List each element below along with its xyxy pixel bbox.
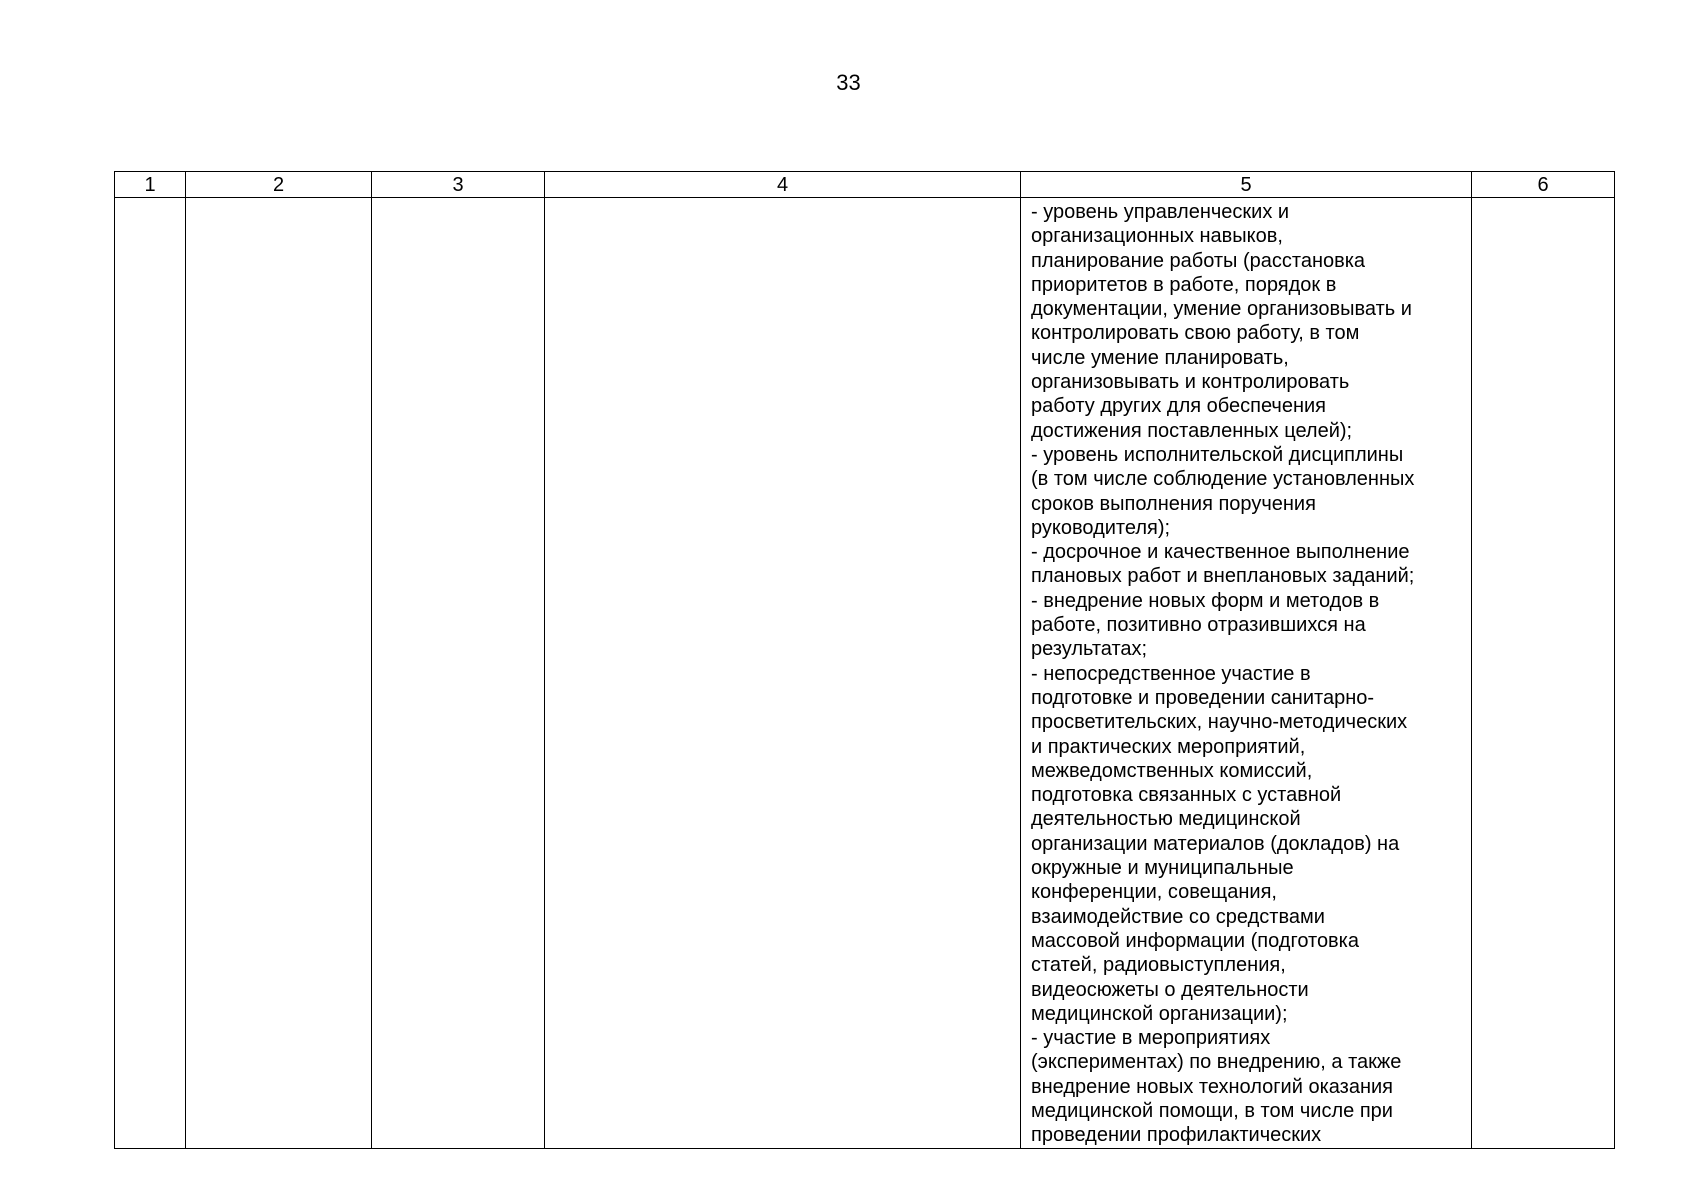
- cell-col-3: [372, 198, 545, 1149]
- criteria-table: [114, 171, 1615, 1149]
- page-number: 33: [836, 70, 861, 95]
- column-header-4: 4: [545, 172, 1021, 198]
- cell-col-2: [186, 198, 372, 1149]
- cell-col-6: [1472, 198, 1615, 1149]
- header-row: [115, 172, 1615, 198]
- cell-col-1: [115, 198, 186, 1149]
- column-header-3: 3: [372, 172, 545, 198]
- column-header-5: 5: [1021, 172, 1472, 198]
- criteria-text-cell: - уровень управленческих и организационных навыков, планирование работы (расстановка приоритетов в работе, порядок в документации, умение организовывать и контролировать свою работу, в том числе умение планировать, организовывать и контролировать работу других для обеспечения достижения поставленных целей); - уровень исполнительской дисциплины (в том числе соблюдение установленных сроков выполнения поручения руководителя); - досрочное и качественное выполнение плановых работ и внеплановых заданий; - внедрение новых форм и методов в работе, позитивно отразившихся на результатах; - непосредственное участие в подготовке и проведении санитарно- просветительских, научно-методических и практических мероприятий, межведомственных комиссий, подготовка связанных с уставной деятельностью медицинской организации материалов (докладов) на окружные и муниципальные конференции, совещания, взаимодействие со средствами массовой информации (подготовка статей, радиовыступления, видеосюжеты о деятельности медицинской организации); - участие в мероприятиях (экспериментах) по внедрению, а также внедрение новых технологий оказания медицинской помощи, в том числе при проведении профилактических: [1021, 198, 1472, 1149]
- table-row: [115, 198, 1615, 1149]
- column-header-2: 2: [186, 172, 372, 198]
- cell-col-4: [545, 198, 1021, 1149]
- column-header-1: 1: [115, 172, 186, 198]
- column-header-6: 6: [1472, 172, 1615, 198]
